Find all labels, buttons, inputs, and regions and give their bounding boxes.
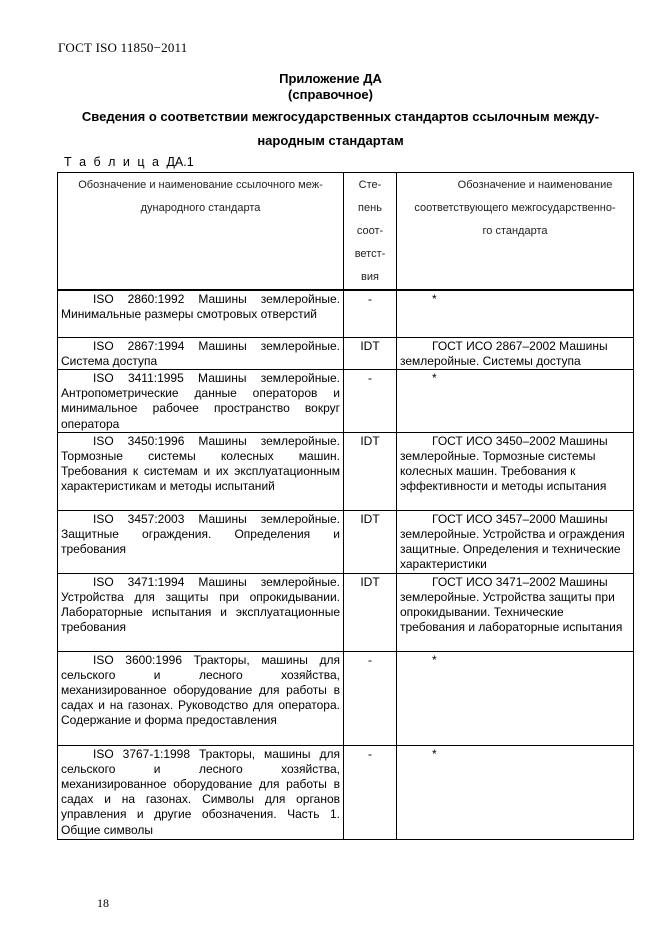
gost-text: ГОСТ ИСО 3450–2002 Машины землеройные. Тормозные системы колесных машин. Требования к эффективности и методы испытания: [400, 433, 608, 494]
reference-cell: [58, 432, 344, 510]
gost-text: *: [432, 370, 437, 385]
reference-cell: [58, 290, 344, 337]
gost-text: *: [432, 652, 437, 667]
reference-text: ISO 3471:1994 Машины землеройные. Устройства для защиты при опрокидывании. Лабораторные испытания и эксплуатационные требования: [61, 574, 340, 635]
degree-cell: -: [344, 745, 397, 839]
table-row: [58, 651, 634, 745]
gost-cell: [397, 337, 634, 369]
gost-cell: [397, 369, 634, 432]
reference-text: ISO 3600:1996 Тракторы, машины для сельского и лесного хозяйства, механизированное оборудование для работы в садах и на газонах. Руководство для оператора. Содержание и форма предоставления: [61, 652, 340, 728]
reference-cell: [58, 337, 344, 369]
table-header-row: [58, 173, 634, 291]
page-number: 18: [97, 896, 109, 910]
gost-cell: [397, 573, 634, 651]
reference-text: ISO 2867:1994 Машины землеройные. Система доступа: [61, 338, 340, 368]
header-gost-line2: соответствующего межгосударственно-: [414, 202, 616, 214]
table-caption-number: ДА.1: [166, 155, 194, 169]
header-degree-of-correspondence: [344, 173, 397, 291]
gost-cell: [397, 290, 634, 337]
table-row: [58, 369, 634, 432]
table-caption: [64, 155, 194, 169]
gost-cell: [397, 651, 634, 745]
header-deg-line: пень: [358, 202, 382, 214]
appendix-info-line1: Сведения о соответствии межгосударственных стандартов ссылочным между-: [81, 109, 600, 124]
header-gost-line1: Обозначение и наименование: [457, 179, 613, 191]
header-reference-standard: [58, 173, 344, 291]
table-row: [58, 432, 634, 510]
reference-text: ISO 3457:2003 Машины землеройные. Защитные ограждения. Определения и требования: [61, 511, 340, 557]
table-row: [58, 510, 634, 573]
header-interstate-standard: [397, 173, 634, 291]
gost-text: ГОСТ ИСО 3471–2002 Машины землеройные. Устройства защиты при опрокидывании. Технические требования и лабораторные испытания: [400, 574, 623, 635]
degree-cell: IDT: [344, 510, 397, 573]
appendix-info-line2: народным стандартам: [257, 133, 404, 148]
reference-text: ISO 3450:1996 Машины землеройные. Тормозные системы колесных машин. Требования к системам и их эксплуатационным характеристикам и методы испытаний: [61, 433, 340, 494]
reference-text: ISO 2860:1992 Машины землеройные. Минимальные размеры смотровых отверстий: [61, 292, 340, 322]
header-deg-line: вия: [361, 271, 379, 283]
degree-cell: -: [344, 651, 397, 745]
header-gost-line3: го стандарта: [482, 225, 548, 237]
correspondence-table: [57, 172, 634, 840]
reference-cell: [58, 369, 344, 432]
reference-text: ISO 3767-1:1998 Тракторы, машины для сельского и лесного хозяйства, механизированное оборудование для работы в садах и на газонах. Символы для органов управления и другие обозначения. Часть 1. Общие символы: [61, 746, 340, 837]
header-deg-line: Сте-: [358, 179, 382, 191]
reference-cell: [58, 651, 344, 745]
gost-text: *: [432, 746, 437, 761]
appendix-subtitle: (справочное): [288, 87, 373, 102]
reference-cell: [58, 573, 344, 651]
header-deg-line: ветст-: [354, 248, 386, 260]
header-deg-line: соот-: [356, 225, 384, 237]
gost-cell: [397, 510, 634, 573]
degree-cell: -: [344, 290, 397, 337]
table-row: [58, 573, 634, 651]
appendix-title: Приложение ДА: [279, 71, 382, 86]
table-caption-prefix: Т а б л и ц а: [64, 155, 161, 169]
gost-text: ГОСТ ИСО 3457–2000 Машины землеройные. Устройства и ограждения защитные. Определения и технические характеристики: [400, 511, 625, 572]
reference-cell: [58, 510, 344, 573]
table-row: [58, 290, 634, 337]
reference-cell: [58, 745, 344, 839]
degree-cell: -: [344, 369, 397, 432]
document-code: ГОСТ ISO 11850−2011: [58, 40, 188, 55]
gost-text: *: [432, 292, 437, 306]
reference-text: ISO 3411:1995 Машины землеройные. Антропометрические данные операторов и минимальное рабочее пространство вокруг оператора: [61, 370, 340, 431]
header-ref-line1: Обозначение и наименование ссылочного меж-: [78, 179, 323, 191]
gost-cell: [397, 432, 634, 510]
gost-text: ГОСТ ИСО 2867–2002 Машины землеройные. Системы доступа: [400, 338, 608, 368]
degree-cell: IDT: [344, 432, 397, 510]
gost-cell: [397, 745, 634, 839]
header-ref-line2: дународного стандарта: [140, 202, 261, 214]
degree-cell: IDT: [344, 573, 397, 651]
degree-cell: IDT: [344, 337, 397, 369]
table-row: [58, 745, 634, 839]
table-row: [58, 337, 634, 369]
